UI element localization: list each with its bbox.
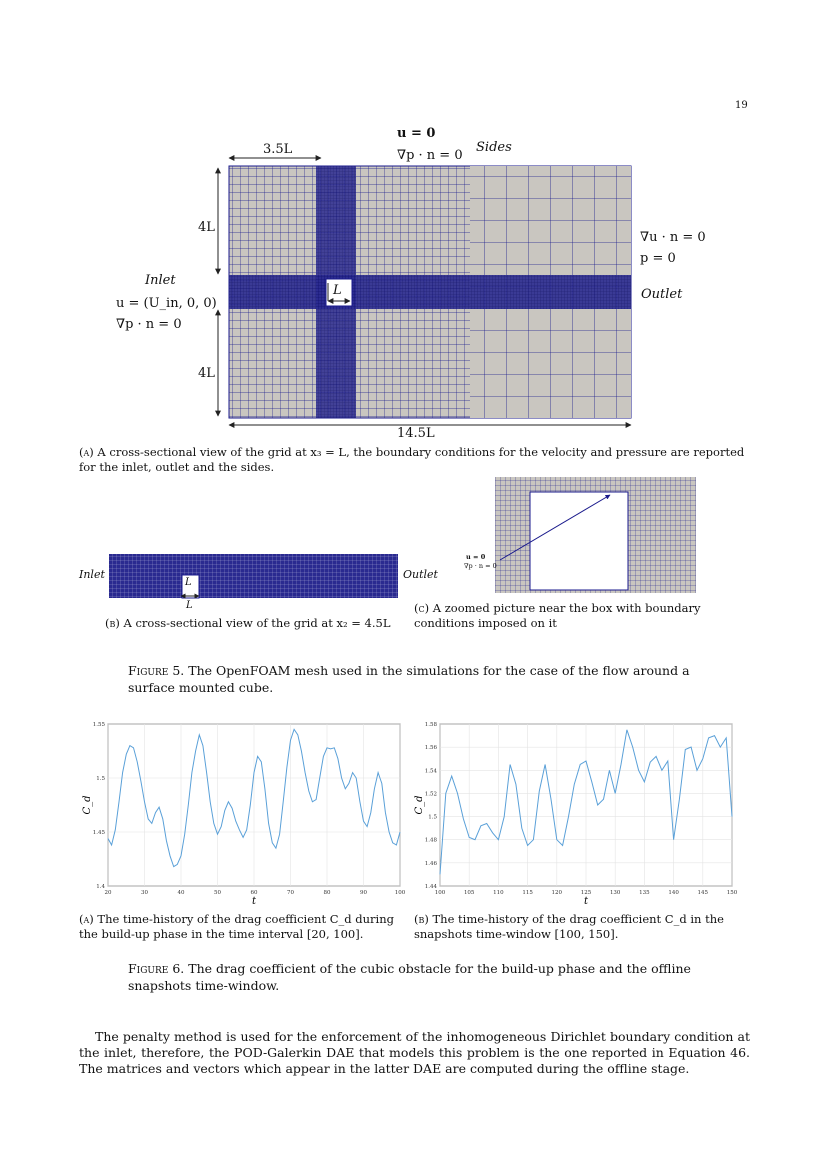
x-axis-label: t <box>251 896 257 907</box>
caption-6a-tag: (a) <box>79 912 94 926</box>
x-tick-label: 40 <box>177 890 185 896</box>
y-axis-label: C_d <box>414 795 425 815</box>
x-tick-label: 90 <box>360 890 367 896</box>
x-tick-label: 50 <box>214 890 221 896</box>
zoom-bc-u: u = 0 <box>466 553 486 561</box>
x-tick-label: 70 <box>287 890 294 896</box>
y-tick-label: 1.45 <box>92 830 105 836</box>
side-inlet-label: Inlet <box>79 568 105 581</box>
figure-5-caption <box>128 662 703 696</box>
y-tick-label: 1.55 <box>92 722 105 728</box>
x-tick-label: 135 <box>639 890 650 896</box>
zoom-bc-p: ∇p · n = 0 <box>464 562 497 570</box>
chart-drag-snapshots <box>410 718 740 908</box>
chart-drag-buildup <box>78 718 408 908</box>
box-label: L <box>333 283 342 298</box>
inlet-label: Inlet <box>145 273 176 288</box>
figure-5-text: The OpenFOAM mesh used in the simulations for the case of the flow around a surface mounted cube. <box>128 663 690 695</box>
x-tick-label: 120 <box>551 890 563 896</box>
mesh-grid-zoom <box>410 470 755 600</box>
x-tick-label: 130 <box>609 890 621 896</box>
caption-5c-text: A zoomed picture near the box with boundary conditions imposed on it <box>414 601 701 630</box>
y-tick-label: 1.56 <box>424 745 437 752</box>
figure-5c <box>410 470 755 635</box>
side-dim-label: L <box>186 600 193 611</box>
figure-6-label: Figure 6. <box>128 961 185 976</box>
inlet-bc-p: ∇p · n = 0 <box>116 317 182 332</box>
caption-5a-text: A cross-sectional view of the grid at x₃ = L, the boundary conditions for the velocity and pressure are reported for the inlet, outlet and the sides. <box>79 445 745 474</box>
dim-width: 14.5L <box>397 426 435 441</box>
x-tick-label: 100 <box>394 890 406 896</box>
figure-5-label: Figure 5. <box>128 663 185 678</box>
y-tick-label: 1.54 <box>424 768 437 775</box>
sides-label: Sides <box>476 140 512 155</box>
y-tick-label: 1.48 <box>424 837 437 844</box>
caption-5a-tag: (a) <box>79 445 94 459</box>
x-tick-label: 105 <box>463 890 475 896</box>
mesh-grid-main <box>0 0 827 450</box>
figure-6-text: The drag coefficient of the cubic obstacle for the build-up phase and the offline snapshots time-window. <box>128 961 691 993</box>
outlet-bc-u: ∇u · n = 0 <box>640 230 706 245</box>
y-tick-label: 1.4 <box>96 884 105 890</box>
x-tick-label: 115 <box>522 890 533 896</box>
y-tick-label: 1.44 <box>424 884 437 890</box>
figure-5a <box>0 0 827 480</box>
caption-6b <box>414 912 748 942</box>
caption-6b-tag: (b) <box>414 912 429 926</box>
page-number: 19 <box>735 100 748 111</box>
caption-6a-text: The time-history of the drag coefficient C_d during the build-up phase in the time interval [20, 100]. <box>79 912 394 941</box>
side-outlet-label: Outlet <box>403 568 438 581</box>
dim-bottom-height: 4L <box>198 366 215 381</box>
x-tick-label: 140 <box>668 890 679 896</box>
y-tick-label: 1.52 <box>424 791 437 798</box>
x-tick-label: 80 <box>323 890 331 896</box>
caption-5b <box>105 616 415 631</box>
top-bc-u: u = 0 <box>397 126 436 141</box>
x-tick-label: 20 <box>104 890 112 896</box>
y-axis-label: C_d <box>82 795 93 815</box>
caption-6a <box>79 912 413 942</box>
caption-5c-tag: (c) <box>414 601 430 615</box>
x-tick-label: 30 <box>141 890 148 896</box>
x-tick-label: 110 <box>493 890 504 896</box>
caption-6b-text: The time-history of the drag coefficient C_d in the snapshots time-window [100, 150]. <box>414 912 724 941</box>
y-tick-label: 1.5 <box>96 776 105 782</box>
body-paragraph: The penalty method is used for the enforcement of the inhomogeneous Dirichlet boundary condition at the inlet, therefore, the POD-Galerkin DAE that models this problem is the one reported in Equation 46. The matrices and vectors which appear in the latter DAE are computed during the offline stage. <box>79 1029 750 1076</box>
figure-5b <box>0 540 438 640</box>
inlet-bc-u: u = (U_in, 0, 0) <box>116 296 217 311</box>
dim-top-height: 4L <box>198 220 215 235</box>
dim-upstream: 3.5L <box>263 142 293 157</box>
figure-6-caption <box>128 960 703 994</box>
mesh-grid-side <box>0 540 420 610</box>
x-tick-label: 150 <box>726 890 738 896</box>
outlet-bc-p: p = 0 <box>640 251 676 266</box>
caption-5b-tag: (b) <box>105 616 120 630</box>
caption-5b-text: A cross-sectional view of the grid at x₂ = 4.5L <box>123 616 391 630</box>
x-tick-label: 125 <box>580 890 592 896</box>
top-bc-p: ∇p · n = 0 <box>397 148 463 163</box>
caption-5c <box>414 601 752 631</box>
x-tick-label: 60 <box>250 890 258 896</box>
x-axis-label: t <box>583 896 589 907</box>
y-tick-label: 1.58 <box>424 722 437 728</box>
side-box-label: L <box>185 577 192 588</box>
outlet-label: Outlet <box>641 287 683 302</box>
x-tick-label: 100 <box>434 890 446 896</box>
x-tick-label: 145 <box>697 890 709 896</box>
y-tick-label: 1.46 <box>424 860 437 867</box>
y-tick-label: 1.5 <box>428 814 437 821</box>
